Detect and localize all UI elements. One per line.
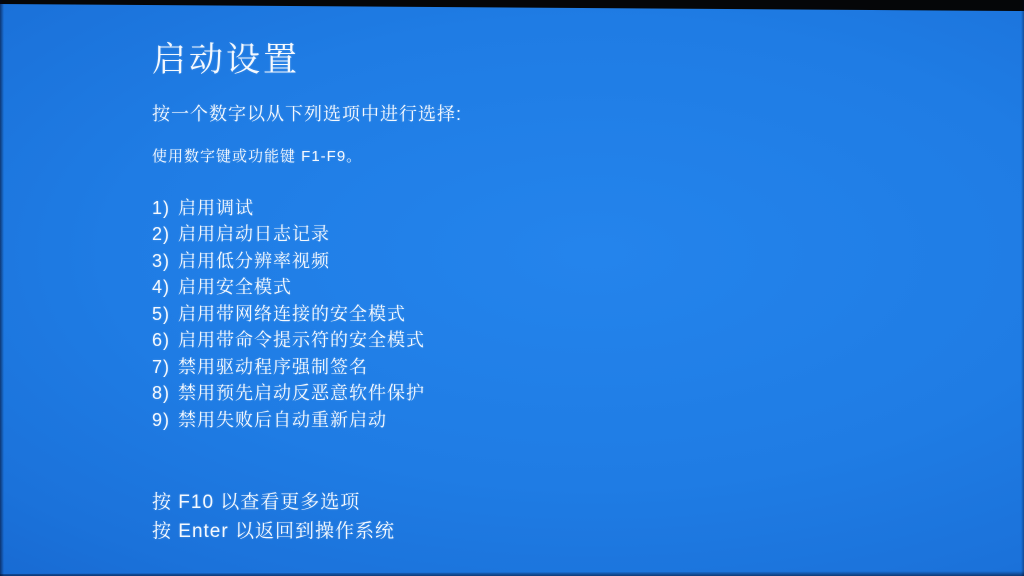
option-number: 9): [152, 409, 171, 430]
option-number: 8): [152, 383, 171, 404]
option-label: 启用带网络连接的安全模式: [178, 303, 407, 324]
keys-hint-text: 使用数字键或功能键 F1-F9。: [152, 147, 363, 165]
option-1-enable-debugging[interactable]: [152, 195, 994, 222]
option-number: 6): [152, 330, 171, 351]
option-label: 启用安全模式: [178, 277, 293, 298]
footer-key-hints: [152, 489, 395, 546]
option-number: 2): [152, 224, 171, 245]
option-number: 5): [152, 303, 171, 324]
option-label: 启用启动日志记录: [178, 224, 331, 245]
option-label: 启用低分辨率视频: [178, 250, 331, 271]
option-label: 禁用失败后自动重新启动: [178, 409, 388, 430]
footer-enter-hint: 按 Enter 以返回到操作系统: [152, 520, 395, 542]
option-3-enable-low-resolution-video[interactable]: [152, 248, 994, 275]
option-label: 启用调试: [178, 197, 255, 218]
option-label: 禁用预先启动反恶意软件保护: [178, 383, 426, 404]
option-8-disable-early-antimalware-protection[interactable]: [152, 380, 994, 407]
option-label: 启用带命令提示符的安全模式: [178, 330, 426, 351]
option-label: 禁用驱动程序强制签名: [178, 356, 369, 377]
option-4-enable-safe-mode[interactable]: [152, 274, 994, 301]
screen-edge-left: [0, 0, 4, 576]
option-7-disable-driver-signature-enforcement[interactable]: [152, 354, 994, 381]
option-5-safe-mode-with-networking[interactable]: [152, 301, 994, 328]
startup-settings-content: [152, 0, 994, 433]
instruction-text: 按一个数字以从下列选项中进行选择:: [152, 103, 462, 124]
option-2-enable-boot-logging[interactable]: [152, 221, 994, 248]
screen-bezel-bottom: [0, 571, 1024, 576]
option-number: 7): [152, 356, 171, 377]
option-number: 3): [152, 250, 171, 271]
option-number: 1): [152, 197, 171, 218]
option-9-disable-auto-restart-on-failure[interactable]: [152, 407, 994, 434]
option-number: 4): [152, 277, 171, 298]
page-title: 启动设置: [152, 41, 300, 79]
startup-options-list: [152, 195, 994, 434]
option-6-safe-mode-with-command-prompt[interactable]: [152, 327, 994, 354]
footer-f10-hint: 按 F10 以查看更多选项: [152, 492, 361, 513]
